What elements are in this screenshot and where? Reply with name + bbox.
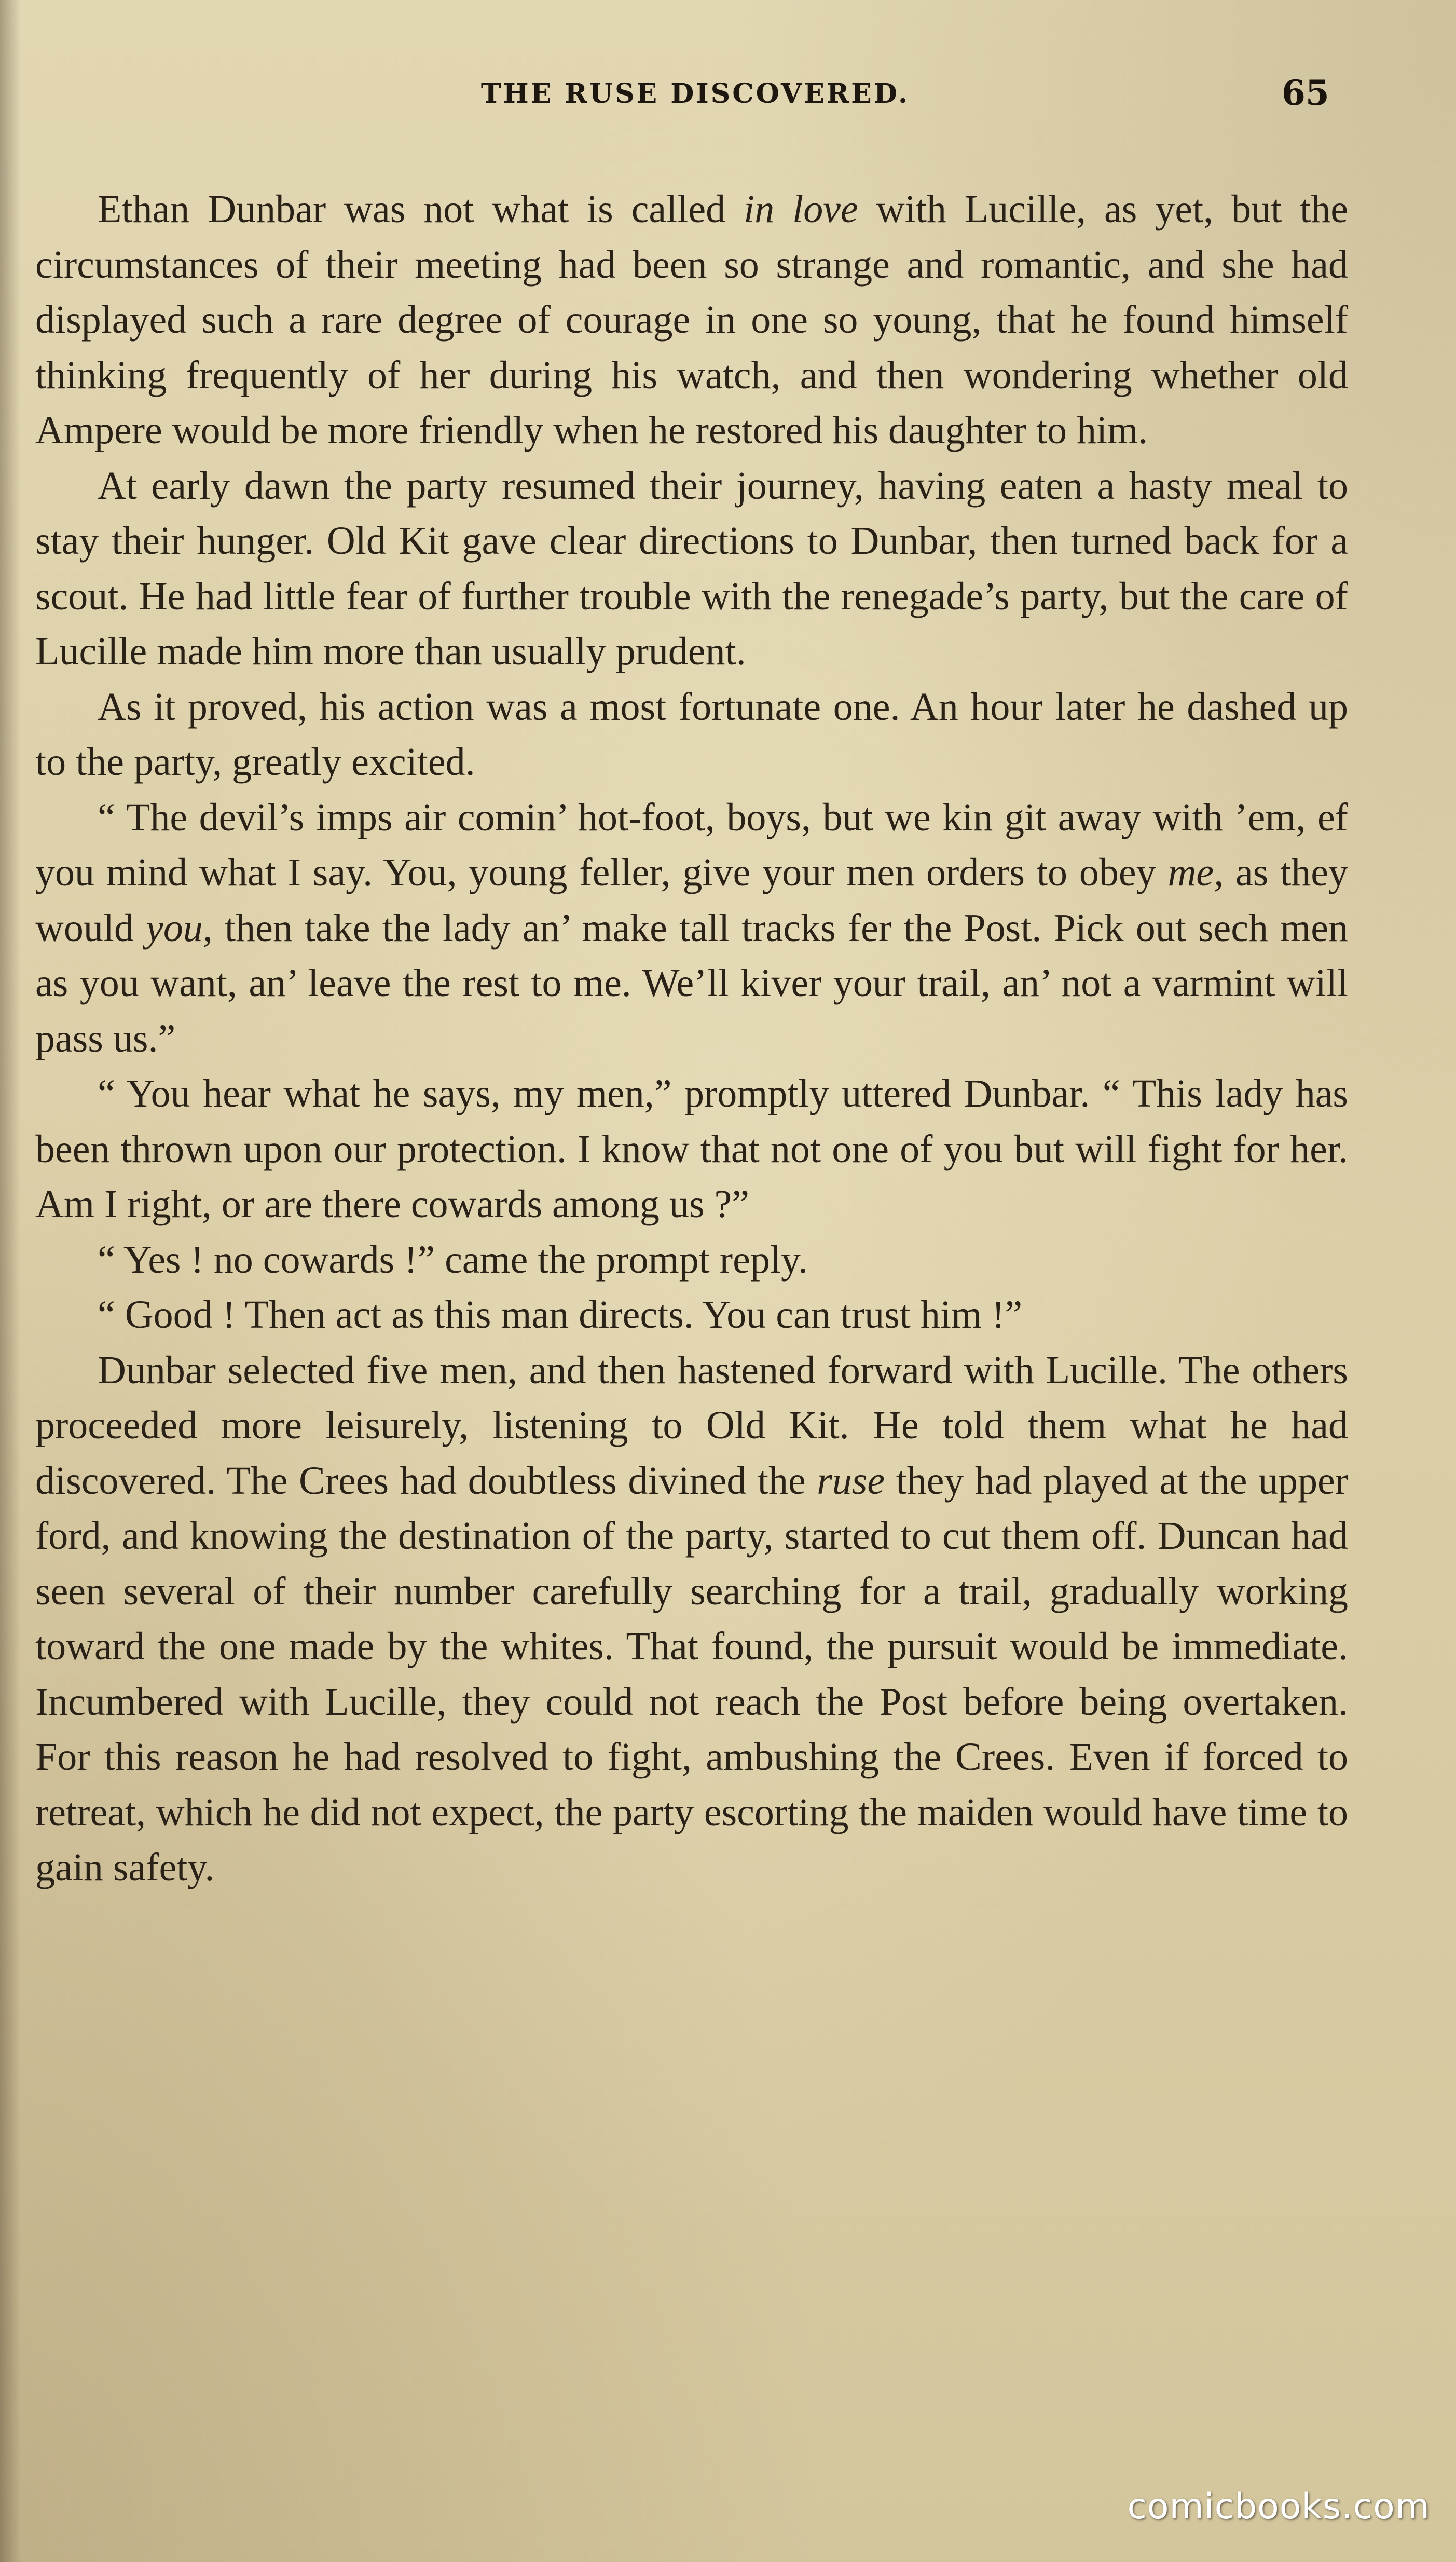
- page-edge-shadow: [0, 0, 21, 2562]
- running-title: THE RUSE DISCOVERED.: [480, 78, 910, 110]
- paragraph: [35, 1066, 1348, 1232]
- italic-text: me,: [1167, 851, 1224, 894]
- paragraph: [35, 790, 1348, 1067]
- text-run: Ethan Dunbar was not what is called: [98, 187, 744, 231]
- text-run: as they would: [35, 851, 1348, 950]
- italic-text: in love: [744, 187, 858, 231]
- text-run: At early dawn the party resumed their journey, having eaten a hasty meal to stay their hunger. Old Kit gave clear directions to Dunbar, then turned back for a scout. He had little fear of further trouble with the renegade’s party, but the care of Lucille made him more than usually prudent.: [35, 464, 1348, 673]
- text-run: then take the lady an’ make tall tracks fer the Post. Pick out sech men as you want, an’ leave the rest to me. We’ll kiver your trail, an’ not a varmint will pass us.”: [35, 906, 1349, 1060]
- site-watermark: comicbooks.com: [1127, 2486, 1430, 2527]
- text-run: they had played at the upper ford, and knowing the destination of the party, started to cut them off. Duncan had seen several of their number carefully searching for a trail, gradually working toward the one made by the whites. That found, the pursuit would be immediate. Incumbered with Lucille, they could not reach the Post before being overtaken. For this reason he had resolved to fight, ambushing the Crees. Even if forced to retreat, which he did not expect, the party escorting the maiden would have time to gain safety.: [35, 1459, 1348, 1889]
- paragraph: [35, 1343, 1348, 1896]
- text-run: “ Good ! Then act as this man directs. You can trust him !”: [98, 1293, 1023, 1337]
- text-run: with Lucille, as yet, but the circumstances of their meeting had been so strange and romantic, and she had displayed such a rare degree of courage in one so young, that he found himself thinking frequently of her during his watch, and then wondering whether old Ampere would be more friendly when he restored his daughter to him.: [35, 187, 1349, 452]
- paragraph: [35, 182, 1348, 458]
- paragraph: [35, 1287, 1348, 1343]
- paragraph: [35, 1232, 1348, 1288]
- paragraph: [35, 458, 1348, 679]
- text-run: “ You hear what he says, my men,” promptly uttered Dunbar. “ This lady has been thrown upon our protection. I know that not one of you but will fight for her. Am I right, or are there cowards among us ?”: [35, 1072, 1348, 1226]
- body-text: [35, 182, 1348, 1896]
- text-run: “ Yes ! no cowards !” came the prompt reply.: [98, 1237, 808, 1282]
- text-run: As it proved, his action was a most fortunate one. An hour later he dashed up to the party, greatly excited.: [35, 685, 1348, 784]
- italic-text: ruse: [817, 1459, 885, 1503]
- text-run: Dunbar selected five men, and then hastened forward with Lucille. The others proceeded more leisurely, listening to Old Kit. He told them what he had discovered. The Crees had doubtless divined the: [35, 1348, 1348, 1503]
- italic-text: you,: [146, 906, 213, 950]
- page-number: 65: [1282, 73, 1329, 113]
- text-run: “ The devil’s imps air comin’ hot-foot, boys, but we kin git away with ’em, ef you mind what I say. You, young feller, give your men orders to obey: [35, 795, 1348, 894]
- paragraph: [35, 679, 1348, 790]
